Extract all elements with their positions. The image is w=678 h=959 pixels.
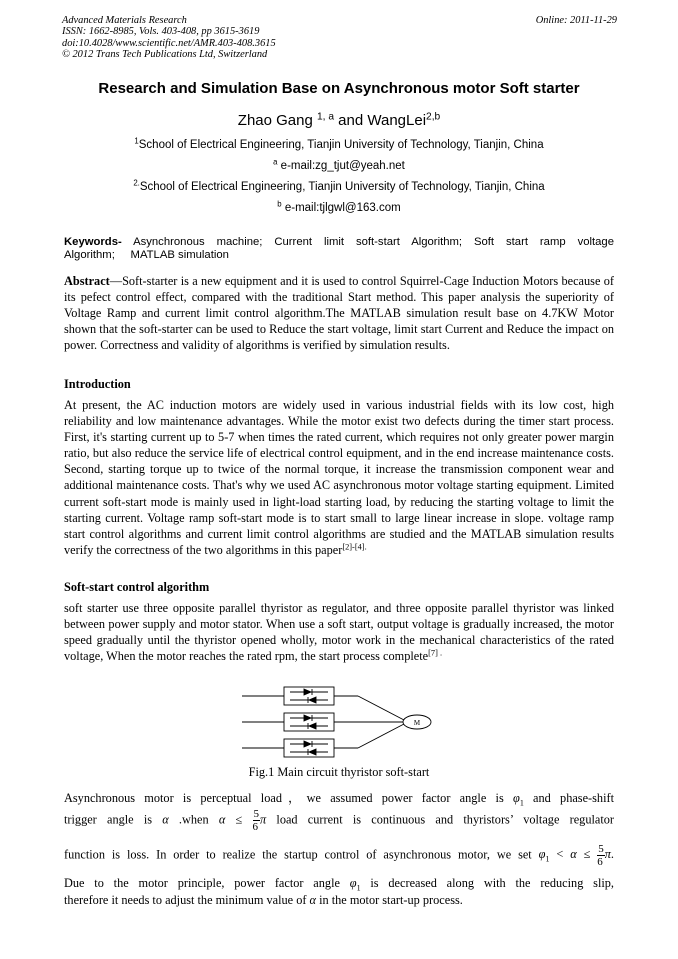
keywords [64, 236, 614, 262]
softstart-text: soft starter use three opposite parallel thyristor as regulator, and three opposite parallel thyristor was linked between power supply and motor stator. When use a soft start, output voltage is gradually increased, the motor speed gradually until the thyristor opened wholly, motor work in the mechanical characteristics of the rated voltage, When the motor reaches the rated rpm, the start process complete$^{[7] .}$ [64, 601, 614, 664]
paper-title: Research and Simulation Base on Asynchronous motor Soft starter [98, 80, 580, 97]
author-1: Zhao Gang [237, 112, 317, 129]
softstart-ref: [7] . [428, 648, 443, 658]
author-2: WangLei [367, 112, 427, 129]
intro-ref: [2]-[4]. [342, 542, 367, 552]
fraction-5-6: $\frac{5}{6}$ [252, 808, 260, 833]
math-line-1: Asynchronous motor is perceptual load，we assumed power factor angle is $\varphi_1$ and phase-shift [64, 791, 615, 808]
thyristor-pair-1 [242, 687, 404, 720]
math-line-3: function is loss. In order to realize the startup control of asynchronous motor, we set $\varphi_1 < \alpha$ ≤ $\frac{5}{6}$ π. [64, 843, 614, 868]
keywords-label: Keywords- [64, 236, 122, 248]
keywords-text: Asynchronous machine; Current limit soft-start Algorithm; Soft start ramp voltage Algorithm; MATLAB simulation [64, 236, 614, 262]
journal-copyright: © 2012 Trans Tech Publications Ltd, Switzerland [62, 49, 268, 61]
online-date: Online: 2011-11-29 [535, 15, 617, 26]
thyristor-circuit-figure [240, 686, 440, 762]
figure-caption: Fig.1 Main circuit thyristor soft-start [248, 765, 430, 779]
thyristor-pair-2 [242, 713, 403, 731]
softstart-heading: Soft-start control algorithm [64, 580, 210, 594]
abstract [64, 273, 614, 353]
journal-name: Advanced Materials Research [62, 15, 187, 26]
email-1: $^a$ e-mail:zg_tjut@yeah.net [273, 157, 405, 172]
journal-doi: doi:10.4028/www.scientific.net/AMR.403-408.3615 [62, 37, 276, 49]
introduction-text: At present, the AC induction motors are widely used in various industrial fields with its low cost, high reliability and low maintenance advantages. While the motor exist two defects during the timer start process. First, it's starting current up to 5-7 when times the rated current, which requires not only greater power margin ratio, but also reduce the service life of electrical control equipment, and in the end increase maintenance costs. Second, starting torque up to twice of the normal torque, it increase the transmission component wear and additional maintenance costs. That's why we used AC asynchronous motor voltage starting equipment. Limited current soft-start mode is mainly used in light-load starting load, by reducing the starting voltage to limit the starting current. Voltage ramp soft-start mode is to start small to large linear increase in slope. voltage ramp start control algorithms and current limit control algorithms are studied and the MATLAB simulation results verify the correctness of the two algorithms in this paper$^{[2]-[4].}$ [64, 398, 614, 557]
affiliation-2: $^{2.}$School of Electrical Engineering, Tianjin University of Technology, Tianjin, China [133, 178, 545, 193]
math-line-4: Due to the motor principle, power factor angle $\varphi_1$ is decreased along with the reducing slip, [64, 876, 614, 893]
author-2-sup: 2,b [426, 111, 441, 123]
journal-header [62, 15, 617, 61]
introduction-heading: Introduction [64, 377, 131, 391]
motor-label: M [413, 719, 421, 727]
email-2: $^b$ e-mail:tjlgwl@163.com [277, 199, 401, 214]
abstract-label: Abstract [64, 274, 110, 288]
author-1-sup: 1, a [317, 111, 334, 123]
journal-issn: ISSN: 1662-8985, Vols. 403-408, pp 3615-3619 [62, 26, 260, 38]
math-line-5: therefore it needs to adjust the minimum value of α in the motor start-up process. [64, 893, 463, 907]
author-and: and [334, 112, 368, 129]
affiliation-1: $^1$School of Electrical Engineering, Tianjin University of Technology, Tianjin, China [134, 136, 544, 151]
author-line [40, 112, 638, 129]
thyristor-pair-3 [242, 724, 404, 757]
abstract-text: —Soft-starter is a new equipment and it is used to control Squirrel-Cage Induction Motors because of its pefect control effect, compared with the traditional Start method. This paper analysis the superiority of Voltage Ramp and current limit control algorithm.The MATLAB simulation result base on 4.7KW Motor shown that the soft-starter can be used to Reduce the start voltage, limit start Current and Reduce the impact on power. Correctness and validity of algorithms is verified by simulation results. [64, 274, 614, 353]
math-line-2: trigger angle is α .when α ≤ $\frac{5}{6}$ π load current is continuous and thyristors’ voltage regulator [64, 808, 615, 833]
